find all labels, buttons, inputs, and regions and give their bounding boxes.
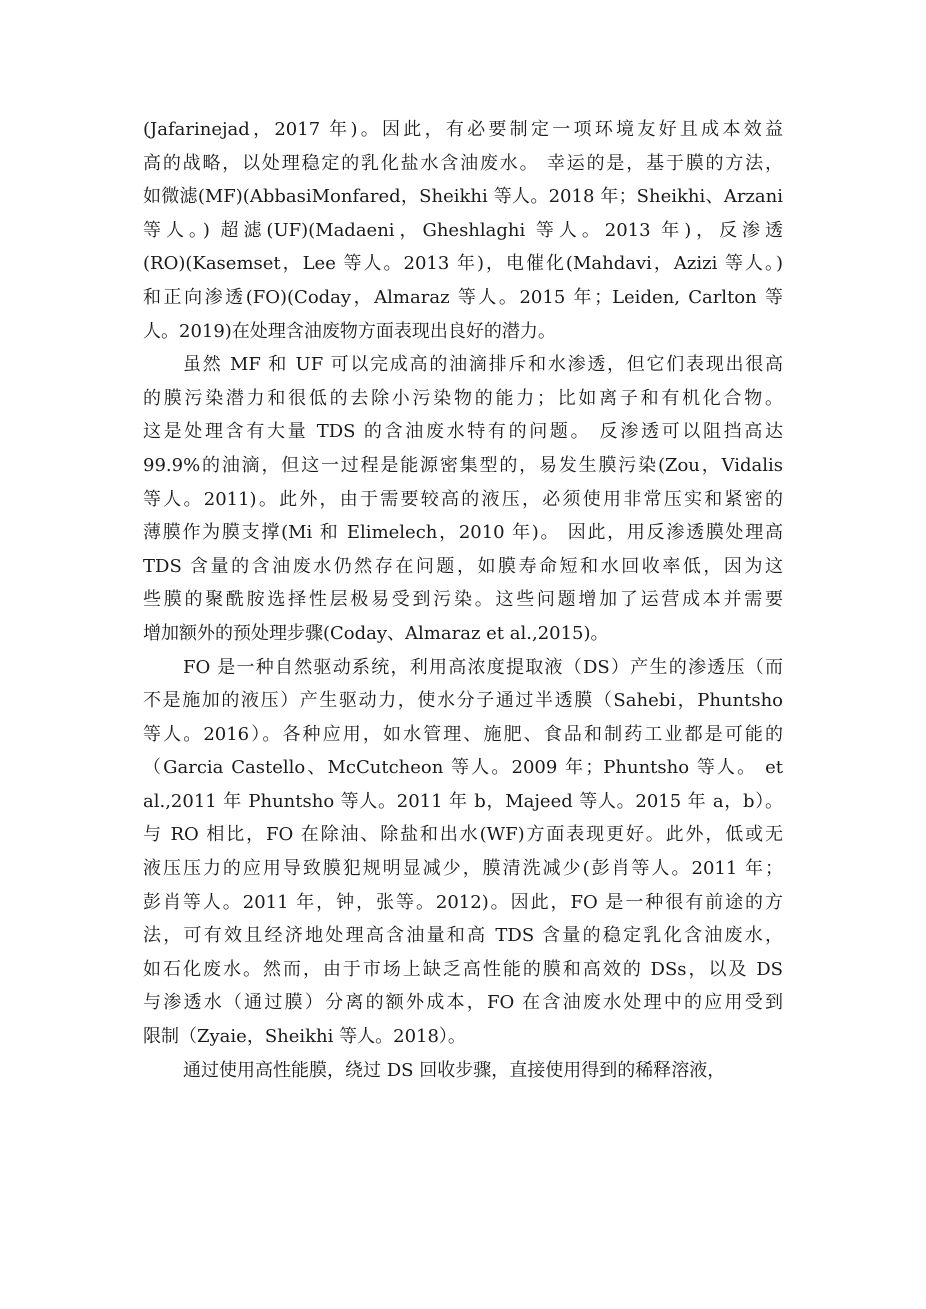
text-line: 这是处理含有大量 TDS 的含油废水特有的问题。 反渗透可以阻挡高达 [143, 421, 783, 443]
text-line: FO 是一种自然驱动系统，利用高浓度提取液（DS）产生的渗透压（而 [183, 656, 783, 678]
text-line: 通过使用高性能膜，绕过 DS 回收步骤，直接使用得到的稀释溶液， [183, 1059, 726, 1081]
text-line: 增加额外的预处理步骤(Coday、Almaraz et al.,2015)。 [143, 622, 609, 644]
text-line: 虽然 MF 和 UF 可以完成高的油滴排斥和水渗透，但它们表现出很高 [183, 354, 783, 376]
text-line: 如石化废水。然而，由于市场上缺乏高性能的膜和高效的 DSs，以及 DS [143, 958, 783, 980]
text-line: 些膜的聚酰胺选择性层极易受到污染。这些问题增加了运营成本并需要 [143, 589, 783, 611]
text-line: 限制（Zyaie，Sheikhi 等人。2018）。 [143, 1026, 466, 1048]
paragraph-2 [143, 348, 783, 650]
text-line: 与 RO 相比，FO 在除油、除盐和出水(WF)方面表现更好。此外，低或无 [143, 824, 783, 846]
text-line: 薄膜作为膜支撑(Mi 和 Elimelech，2010 年)。 因此，用反渗透膜处理高 [143, 522, 783, 544]
text-line: 不是施加的液压）产生驱动力，使水分子通过半透膜（Sahebi，Phuntsho [143, 690, 783, 712]
text-line: 等人。2016）。各种应用，如水管理、施肥、食品和制药工业都是可能的 [143, 723, 783, 745]
paragraph-4 [143, 1054, 783, 1088]
text-line: 人。2019)在处理含油废物方面表现出良好的潜力。 [143, 320, 556, 342]
paragraph-1 [143, 113, 783, 348]
text-line: （Garcia Castello、McCutcheon 等人。2009 年；Phuntsho 等人。 et [143, 757, 783, 779]
text-line: 液压压力的应用导致膜犯规明显减少，膜清洗减少(彭肖等人。2011 年； [143, 858, 783, 880]
text-line: (RO)(Kasemset，Lee 等人。2013 年)，电催化(Mahdavi，Azizi 等人。) [143, 253, 783, 275]
text-line: al.,2011 年 Phuntsho 等人。2011 年 b，Majeed 等人。2015 年 a，b）。 [143, 790, 783, 812]
text-line: TDS 含量的含油废水仍然存在问题，如膜寿命短和水回收率低，因为这 [143, 555, 783, 577]
text-line: 等人。2011)。此外，由于需要较高的液压，必须使用非常压实和紧密的 [143, 488, 783, 510]
text-line: (Jafarinejad，2017 年)。因此，有必要制定一项环境友好且成本效益 [143, 119, 783, 140]
text-line: 等人。) 超滤(UF)(Madaeni，Gheshlaghi 等人。2013 年)，反渗透 [143, 219, 783, 241]
text-line: 高的战略，以处理稳定的乳化盐水含油废水。 幸运的是，基于膜的方法， [143, 152, 783, 174]
text-line: 如微滤(MF)(AbbasiMonfared，Sheikhi 等人。2018 年；Sheikhi、Arzani [143, 186, 783, 208]
text-line: 和正向渗透(FO)(Coday，Almaraz 等人。2015 年；Leiden, Carlton 等 [143, 286, 783, 308]
paragraph-3 [143, 651, 783, 1054]
text-line: 彭肖等人。2011 年，钟，张等。2012)。因此，FO 是一种很有前途的方 [143, 891, 783, 913]
text-line: 与渗透水（通过膜）分离的额外成本，FO 在含油废水处理中的应用受到 [143, 992, 783, 1014]
text-line: 的膜污染潜力和很低的去除小污染物的能力；比如离子和有机化合物。 [143, 387, 783, 409]
document-body [143, 113, 783, 1087]
text-line: 法，可有效且经济地处理高含油量和高 TDS 含量的稳定乳化含油废水， [143, 925, 783, 947]
text-line: 99.9%的油滴，但这一过程是能源密集型的，易发生膜污染(Zou，Vidalis [143, 454, 783, 476]
